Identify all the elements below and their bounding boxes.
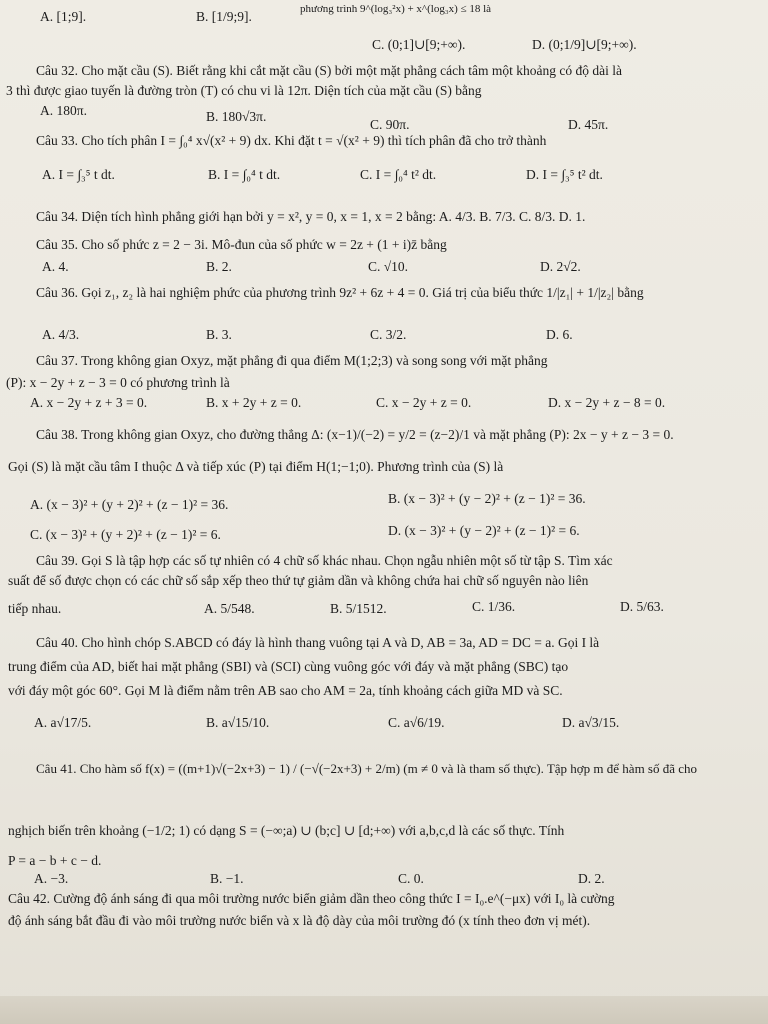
q36-option-b: B. 3. bbox=[206, 327, 232, 342]
page-bottom-blur bbox=[0, 996, 768, 1024]
q41-option-a: A. −3. bbox=[34, 871, 69, 886]
q41-option-d: D. 2. bbox=[578, 871, 605, 886]
q40-line-1: Câu 40. Cho hình chóp S.ABCD có đáy là hình thang vuông tại A và D, AB = 3a, AD = DC = a. Gọi I là bbox=[36, 635, 600, 650]
q39-line-3: tiếp nhau. bbox=[8, 601, 62, 616]
q33-option-a: A. I = ∫₃⁵ t dt. bbox=[42, 167, 115, 182]
q31-option-a: A. [1;9]. bbox=[40, 9, 87, 24]
q41-option-b: B. −1. bbox=[210, 871, 244, 886]
q38-option-a: A. (x − 3)² + (y + 2)² + (z − 1)² = 36. bbox=[30, 497, 229, 512]
q33-line-1: Câu 33. Cho tích phân I = ∫₀⁴ x√(x² + 9) dx. Khi đặt t = √(x² + 9) thì tích phân đã cho trở thành bbox=[36, 133, 547, 148]
q35-option-c: C. √10. bbox=[368, 259, 409, 274]
q33-option-b: B. I = ∫₀⁴ t dt. bbox=[208, 167, 281, 182]
q35-option-a: A. 4. bbox=[42, 259, 69, 274]
q32-option-c: C. 90π. bbox=[370, 117, 410, 132]
q38-option-c: C. (x − 3)² + (y + 2)² + (z − 1)² = 6. bbox=[30, 527, 221, 542]
q36-line-1: Câu 36. Gọi z₁, z₂ là hai nghiệm phức của phương trình 9z² + 6z + 4 = 0. Giá trị của biểu thức 1/|z₁| + 1/|z₂| bằng bbox=[36, 285, 644, 300]
q39-line-2: suất để số được chọn có các chữ số sắp xếp theo thứ tự giảm dần và không chứa hai chữ số nguyên nào liên bbox=[8, 573, 589, 588]
q41-option-c: C. 0. bbox=[398, 871, 424, 886]
q39-option-b: B. 5/1512. bbox=[330, 601, 387, 616]
q32-option-b: B. 180√3π. bbox=[206, 109, 267, 124]
q35-line-1: Câu 35. Cho số phức z = 2 − 3i. Mô-đun của số phức w = 2z + (1 + i)z̄ bằng bbox=[36, 237, 447, 252]
q39-line-1: Câu 39. Gọi S là tập hợp các số tự nhiên có 4 chữ số khác nhau. Chọn ngẫu nhiên một số từ tập S. Tìm xác bbox=[36, 553, 613, 568]
q42-line-1: Câu 42. Cường độ ánh sáng đi qua môi trường nước biển giảm dần theo công thức I = I₀.e^(−μx) với I₀ là cường bbox=[8, 891, 615, 906]
q36-option-a: A. 4/3. bbox=[42, 327, 80, 342]
q40-option-d: D. a√3/15. bbox=[562, 715, 620, 730]
q37-option-c: C. x − 2y + z = 0. bbox=[376, 395, 472, 410]
q37-option-a: A. x − 2y + z + 3 = 0. bbox=[30, 395, 148, 410]
q33-option-c: C. I = ∫₀⁴ t² dt. bbox=[360, 167, 437, 182]
q32-line-2: 3 thì được giao tuyến là đường tròn (T) có chu vi là 12π. Diện tích của mặt cầu (S) bằng bbox=[6, 83, 482, 98]
q31-option-d: D. (0;1/9]∪[9;+∞). bbox=[532, 37, 637, 52]
q40-line-3: với đáy một góc 60°. Gọi M là điểm nằm trên AB sao cho AM = 2a, tính khoảng cách giữa MD và SC. bbox=[8, 683, 563, 698]
q37-option-d: D. x − 2y + z − 8 = 0. bbox=[548, 395, 666, 410]
q41-line-2: nghịch biến trên khoảng (−1/2; 1) có dạng S = (−∞;a) ∪ (b;c] ∪ [d;+∞) với a,b,c,d là các số thực. Tính bbox=[8, 823, 565, 838]
q40-option-c: C. a√6/19. bbox=[388, 715, 445, 730]
q31-header: phương trình 9^(log₃²x) + x^(log₃x) ≤ 18 là bbox=[300, 3, 492, 15]
q38-option-d: D. (x − 3)² + (y − 2)² + (z − 1)² = 6. bbox=[388, 523, 580, 538]
q34-line-1: Câu 34. Diện tích hình phẳng giới hạn bởi y = x², y = 0, x = 1, x = 2 bằng: A. 4/3. B. 7/3. C. 8/3. D. 1. bbox=[36, 209, 586, 224]
q35-option-b: B. 2. bbox=[206, 259, 232, 274]
q36-option-c: C. 3/2. bbox=[370, 327, 407, 342]
q38-line-1: Câu 38. Trong không gian Oxyz, cho đường thẳng Δ: (x−1)/(−2) = y/2 = (z−2)/1 và mặt phẳng (P): 2x − y + z − 3 = 0. bbox=[36, 427, 674, 442]
q36-option-d: D. 6. bbox=[546, 327, 573, 342]
q38-option-b: B. (x − 3)² + (y − 2)² + (z − 1)² = 36. bbox=[388, 491, 586, 506]
q33-option-d: D. I = ∫₃⁵ t² dt. bbox=[526, 167, 603, 182]
q40-line-2: trung điểm của AD, biết hai mặt phẳng (SBI) và (SCI) cùng vuông góc với đáy và mặt phẳng (SBC) tạo bbox=[8, 659, 569, 674]
q41-line-1: Câu 41. Cho hàm số f(x) = ((m+1)√(−2x+3) − 1) / (−√(−2x+3) + 2/m) (m ≠ 0 và là tham số thực). Tập hợp m để hàm số đã cho bbox=[36, 761, 698, 776]
q37-line-2: (P): x − 2y + z − 3 = 0 có phương trình là bbox=[6, 375, 230, 390]
q39-option-a: A. 5/548. bbox=[204, 601, 255, 616]
q40-option-a: A. a√17/5. bbox=[34, 715, 92, 730]
q41-line-3: P = a − b + c − d. bbox=[8, 853, 102, 868]
q35-option-d: D. 2√2. bbox=[540, 259, 581, 274]
q37-line-1: Câu 37. Trong không gian Oxyz, mặt phẳng đi qua điểm M(1;2;3) và song song với mặt phẳng bbox=[36, 353, 548, 368]
q32-option-a: A. 180π. bbox=[40, 103, 87, 118]
q39-option-d: D. 5/63. bbox=[620, 599, 664, 614]
q31-option-c: C. (0;1]∪[9;+∞). bbox=[372, 37, 466, 52]
q37-option-b: B. x + 2y + z = 0. bbox=[206, 395, 302, 410]
q42-line-2: độ ánh sáng bắt đầu đi vào môi trường nước biển và x là độ dày của môi trường đó (x tính theo đơn vị mét). bbox=[8, 913, 591, 928]
q32-line-1: Câu 32. Cho mặt cầu (S). Biết rằng khi cắt mặt cầu (S) bởi một mặt phẳng cách tâm một khoảng có độ dài là bbox=[36, 63, 622, 78]
q32-option-d: D. 45π. bbox=[568, 117, 609, 132]
q39-option-c: C. 1/36. bbox=[472, 599, 516, 614]
q31-option-b: B. [1/9;9]. bbox=[196, 9, 252, 24]
q40-option-b: B. a√15/10. bbox=[206, 715, 270, 730]
q38-line-2: Gọi (S) là mặt cầu tâm I thuộc Δ và tiếp xúc (P) tại điểm H(1;−1;0). Phương trình của (S) là bbox=[8, 459, 504, 474]
